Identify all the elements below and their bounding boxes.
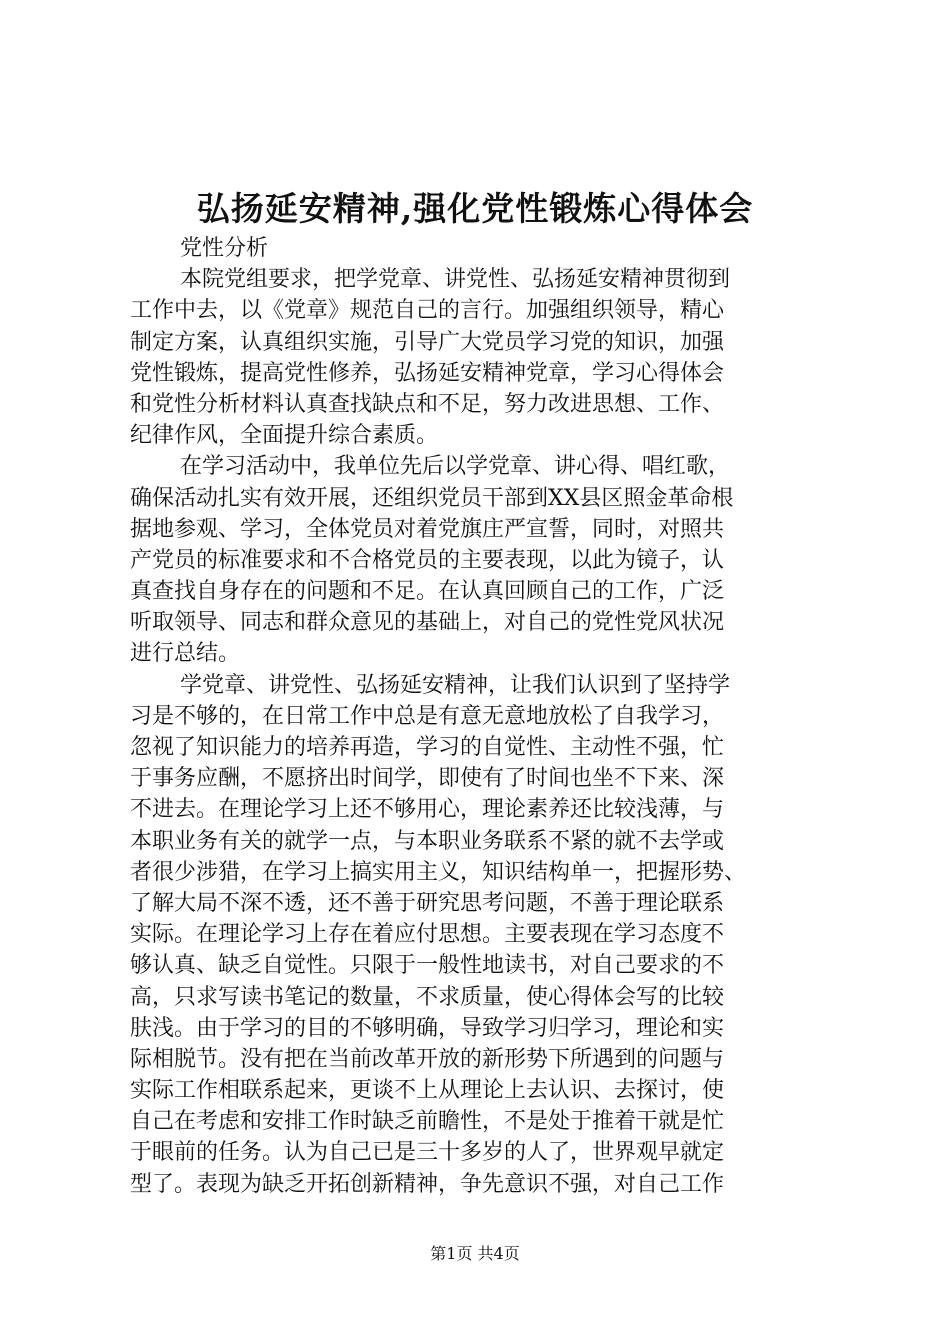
text-line: 肤浅。由于学习的目的不够明确，导致学习归学习，理论和实 — [130, 1015, 725, 1041]
text-line: 和党性分析材料认真查找缺点和不足，努力改进思想、工作、 — [130, 391, 725, 417]
text-line: 听取领导、同志和群众意见的基础上，对自己的党性党风状况 — [130, 610, 725, 636]
text-line: 制定方案，认真组织实施，引导广大党员学习党的知识，加强 — [130, 329, 725, 355]
text-line: 党性锻炼，提高党性修养，弘扬延安精神党章，学习心得体会 — [130, 360, 725, 386]
text-line: 际相脱节。没有把在当前改革开放的新形势下所遇到的问题与 — [130, 1046, 725, 1072]
text-line: 实际。在理论学习上存在着应付思想。主要表现在学习态度不 — [130, 922, 725, 948]
text-line: 在学习活动中，我单位先后以学党章、讲心得、唱红歌， — [180, 454, 731, 480]
text-line: 真查找自身存在的问题和不足。在认真回顾自己的工作，广泛 — [130, 579, 725, 605]
document-title: 弘扬延安精神,强化党性锻炼心得体会 — [196, 189, 754, 228]
text-line: 了解大局不深不透，还不善于研究思考问题，不善于理论联系 — [130, 890, 725, 916]
text-line: 型了。表现为缺乏开拓创新精神，争先意识不强，对自己工作 — [130, 1171, 725, 1197]
text-line: 产党员的标准要求和不合格党员的主要表现，以此为镜子，认 — [130, 547, 725, 573]
text-line: 忽视了知识能力的培养再造，学习的自觉性、主动性不强，忙 — [130, 735, 725, 760]
text-line: 高，只求写读书笔记的数量，不求质量，使心得体会写的比较 — [130, 984, 725, 1010]
document-body — [130, 233, 840, 1200]
text-line: 进行总结。 — [130, 641, 241, 667]
text-line: 本院党组要求，把学党章、讲党性、弘扬延安精神贯彻到 — [180, 267, 731, 293]
text-line: 于眼前的任务。认为自己已是三十多岁的人了，世界观早就定 — [130, 1140, 725, 1166]
text-line: 实际工作相联系起来，更谈不上从理论上去认识、去探讨，使 — [130, 1078, 725, 1104]
text-line: 确保活动扎实有效开展，还组织党员干部到XX县区照金革命根 — [130, 485, 734, 511]
text-line: 据地参观、学习，全体党员对着党旗庄严宣誓，同时，对照共 — [130, 516, 725, 542]
text-line: 不进去。在理论学习上还不够用心，理论素养还比较浅薄，与 — [130, 797, 725, 823]
text-line: 纪律作风，全面提升综合素质。 — [130, 423, 439, 449]
text-line: 工作中去，以《党章》规范自己的言行。加强组织领导，精心 — [130, 298, 725, 324]
text-line: 者很少涉猎，在学习上搞实用主义，知识结构单一，把握形势、 — [130, 859, 747, 885]
text-line: 够认真、缺乏自觉性。只限于一般性地读书，对自己要求的不 — [130, 953, 725, 979]
text-line: 自己在考虑和安排工作时缺乏前瞻性，不是处于推着干就是忙 — [130, 1109, 725, 1135]
text-line: 习是不够的，在日常工作中总是有意无意地放松了自我学习， — [130, 703, 725, 729]
text-line: 于事务应酬，不愿挤出时间学，即使有了时间也坐不下来、深 — [130, 766, 725, 792]
text-line: 党性分析 — [180, 236, 269, 261]
text-line: 学党章、讲党性、弘扬延安精神，让我们认识到了坚持学 — [180, 672, 731, 698]
text-line: 本职业务有关的就学一点，与本职业务联系不紧的就不去学或 — [130, 828, 725, 854]
page-footer: 第1页 共4页 — [430, 1244, 520, 1263]
